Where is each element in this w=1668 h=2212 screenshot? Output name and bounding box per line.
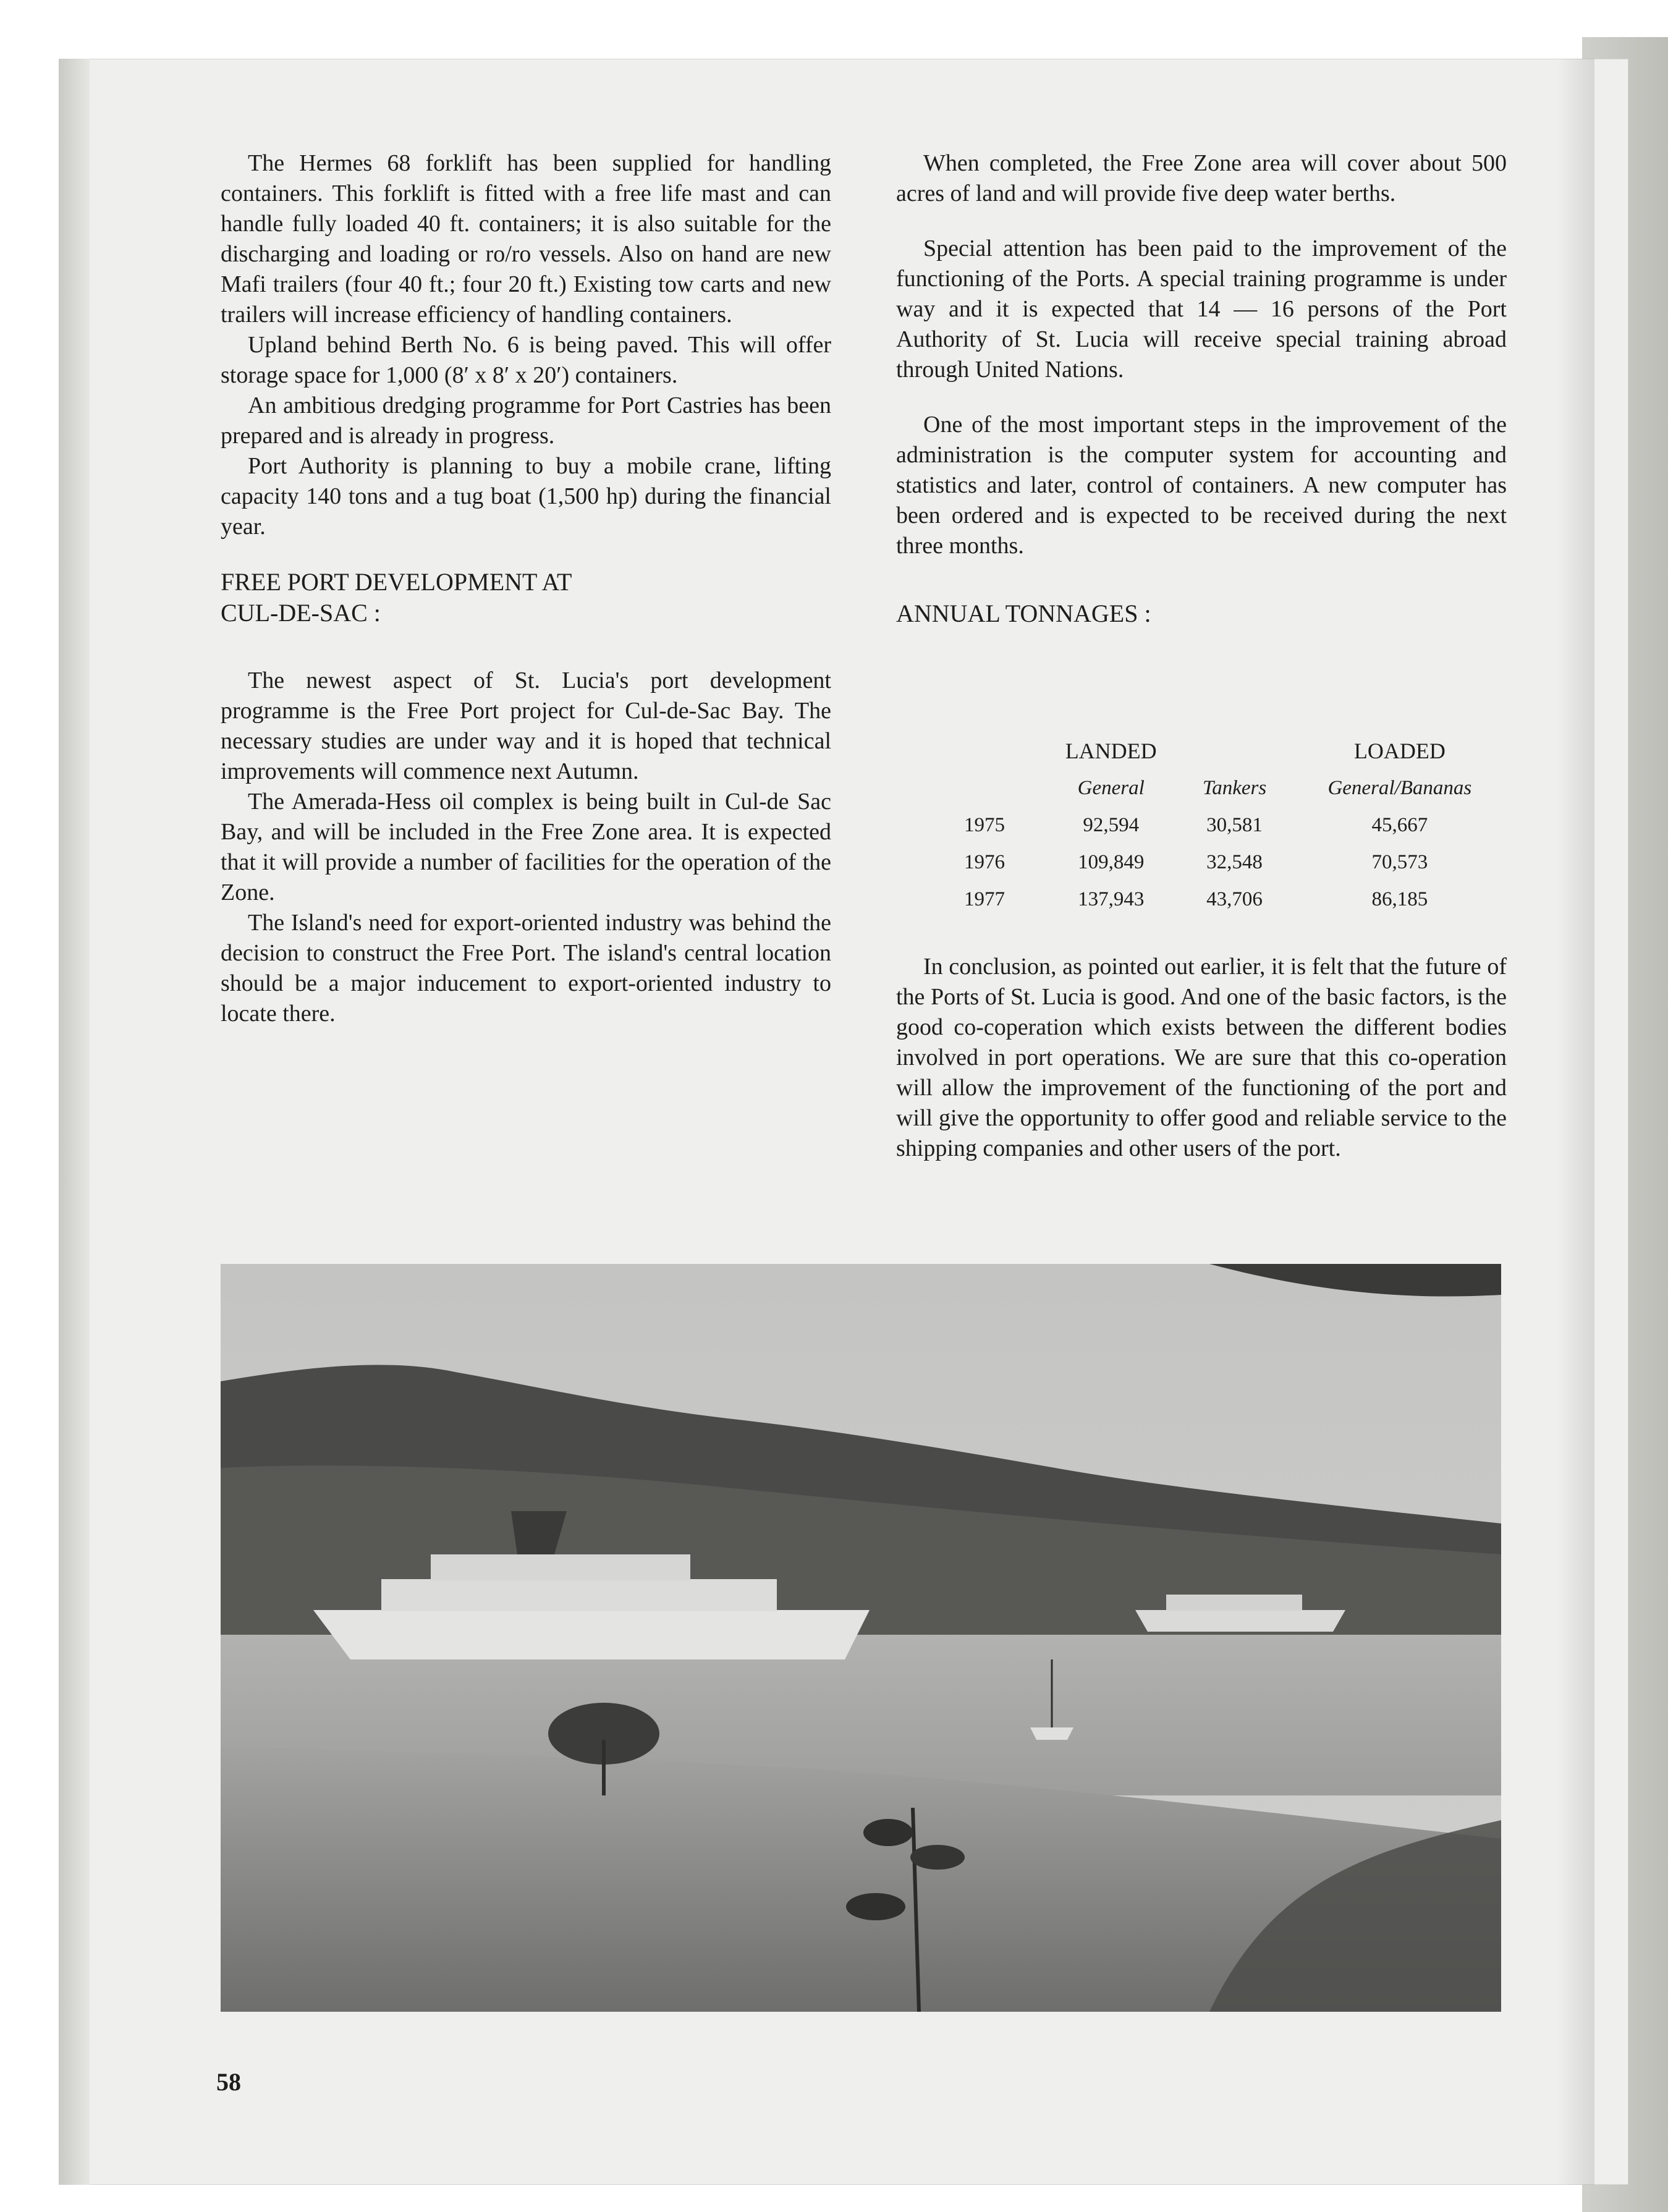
table-heading: ANNUAL TONNAGES : xyxy=(896,600,1151,627)
cell-general: 92,594 xyxy=(1083,813,1140,836)
paragraph-forklift: The Hermes 68 forklift has been supplied for handling containers. This forklift is fitted with a free life mast and can handle fully loaded 40 ft. containers; it is also suitable for the discharging and loading or ro/ro vessels. Also on hand are new Mafi trailers (four 40 ft.; four 20 ft.) Existing tow carts and new trailers will increase efficiency of handling containers. xyxy=(221,150,831,328)
paragraph-dredging: An ambitious dredging programme for Port Castries has been prepared and is already in progress. xyxy=(221,392,831,449)
right-column xyxy=(896,148,1507,629)
harbour-photo xyxy=(221,1264,1501,2012)
col-header-general: General xyxy=(1077,776,1145,799)
paragraph-training: Special attention has been paid to the improvement of the functioning of the Ports. A special training programme is under way and it is expected that 14 — 16 persons of the Port Authority of St. Lucia will receive special training abroad through United Nations. xyxy=(896,235,1507,383)
table-row xyxy=(964,807,1514,844)
row-year: 1976 xyxy=(964,850,1005,873)
heading-line-1: FREE PORT DEVELOPMENT AT xyxy=(221,568,572,596)
paragraph-conclusion: In conclusion, as pointed out earlier, it is felt that the future of the Ports of St. Lucia is good. And one of the basic factors, is the good co-coperation which exists between the different bodies involved in port operations. We are sure that this co-operation will allow the improvement of the functioning of the port and will give the opportunity to offer good and reliable service to the shipping companies and other users of the port. xyxy=(896,954,1507,1161)
paragraph-upland: Upland behind Berth No. 6 is being paved. This will offer storage space for 1,000 (8′ x 8′ x 20′) containers. xyxy=(221,332,831,388)
cell-general: 137,943 xyxy=(1078,888,1145,910)
row-year: 1977 xyxy=(964,888,1005,910)
cell-general-bananas: 70,573 xyxy=(1371,850,1428,873)
cell-tankers: 30,581 xyxy=(1206,813,1263,836)
row-year: 1975 xyxy=(964,813,1005,836)
paragraph-free-port: The newest aspect of St. Lucia's port development programme is the Free Port project for Cul-de-Sac Bay. The necessary studies are under way and it is hoped that technical improvements will commence next Autumn. xyxy=(221,667,831,784)
paragraph-export-industry: The Island's need for export-oriented industry was behind the decision to construct the Free Port. The island's central location should be a major inducement to export-oriented industry to locate there. xyxy=(221,910,831,1027)
harbour-photo-drawing xyxy=(221,1264,1501,2012)
cell-general-bananas: 86,185 xyxy=(1371,888,1428,910)
page-number: 58 xyxy=(216,2068,241,2096)
paragraph-crane: Port Authority is planning to buy a mobile crane, lifting capacity 140 tons and a tug boat (1,500 hp) during the financial year. xyxy=(221,453,831,540)
page-fold-shadow xyxy=(1557,59,1594,2185)
heading-line-2: CUL-DE-SAC : xyxy=(221,599,381,627)
table-group-header-row xyxy=(964,732,1514,769)
table-row xyxy=(964,881,1514,918)
table-row xyxy=(964,844,1514,881)
conclusion-block xyxy=(896,952,1507,1164)
paragraph-free-zone: When completed, the Free Zone area will cover about 500 acres of land and will provide five deep water berths. xyxy=(896,150,1507,206)
cell-general: 109,849 xyxy=(1078,850,1145,873)
left-column xyxy=(221,148,831,1029)
cell-tankers: 32,548 xyxy=(1206,850,1263,873)
cell-tankers: 43,706 xyxy=(1206,888,1263,910)
page-binding-edge xyxy=(59,59,90,2185)
col-header-general-bananas: General/Bananas xyxy=(1327,776,1472,799)
paragraph-amerada-hess: The Amerada-Hess oil complex is being built in Cul-de Sac Bay, and will be included in the Free Zone area. It is expected that it will provide a number of facilities for the operation of the Zone. xyxy=(221,789,831,905)
cell-general-bananas: 45,667 xyxy=(1371,813,1428,836)
group-loaded: LOADED xyxy=(1353,739,1446,763)
group-landed: LANDED xyxy=(1065,739,1157,763)
table-column-header-row xyxy=(964,769,1514,807)
section-heading-free-port xyxy=(221,567,831,629)
col-header-tankers: Tankers xyxy=(1202,776,1267,799)
paragraph-computer: One of the most important steps in the improvement of the administration is the computer system for accounting and statistics and later, control of containers. A new computer has been ordered and is expected to be received during the next three months. xyxy=(896,412,1507,559)
annual-tonnages-table xyxy=(964,732,1514,918)
